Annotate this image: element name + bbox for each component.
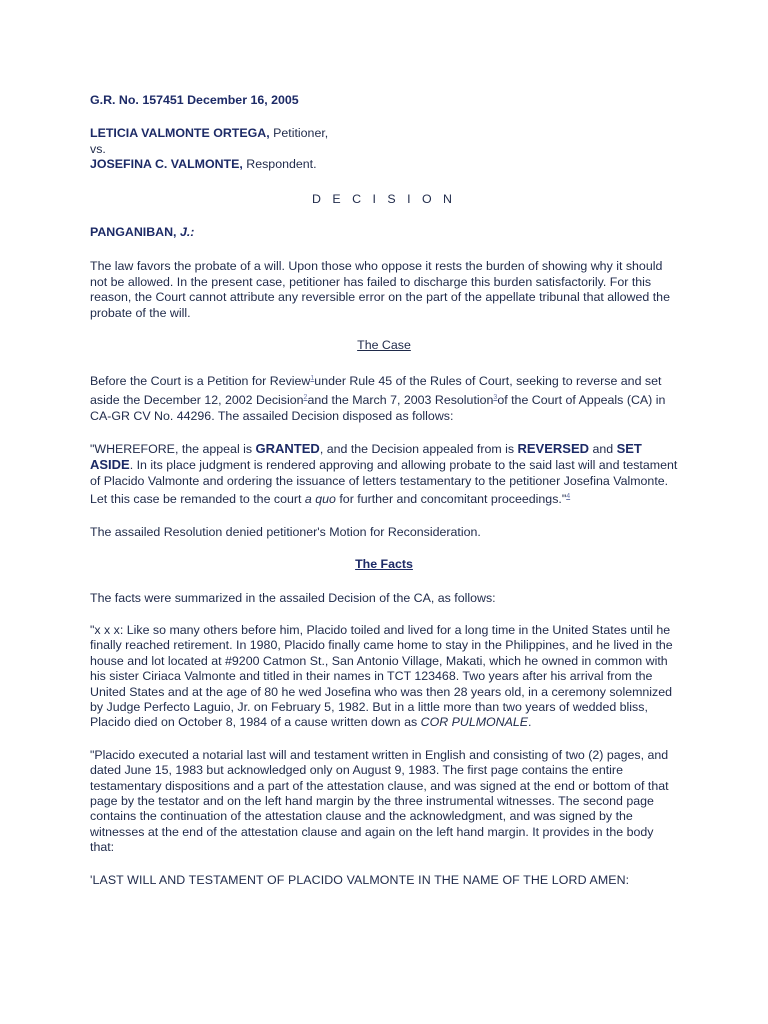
respondent-role: Respondent. — [242, 157, 317, 172]
case-paragraph-text: of the Court of Appeals (CA) in CA-GR CV No. 44296. The assailed Decision disposed as follows: — [90, 393, 666, 423]
facts-intro: The facts were summarized in the assailed Decision of the CA, as follows: — [90, 590, 496, 605]
ponente-name: PANGANIBAN, — [90, 225, 180, 240]
case-heading: The Case — [357, 338, 411, 353]
facts-heading: The Facts — [355, 557, 413, 572]
petitioner-name: LETICIA VALMONTE ORTEGA, — [90, 126, 270, 141]
dispositive-quote — [90, 441, 678, 508]
a-quo-term: a quo — [304, 492, 336, 507]
facts-quote-1 — [90, 623, 678, 731]
granted-keyword: GRANTED — [255, 440, 320, 456]
footnote-link-4[interactable]: 4 — [566, 493, 571, 501]
quote-text: . — [528, 715, 532, 730]
case-paragraph — [90, 371, 678, 423]
petitioner-line — [90, 126, 678, 141]
respondent-name: JOSEFINA C. VALMONTE, — [90, 157, 243, 172]
respondent-line — [90, 157, 678, 172]
document-body — [90, 93, 678, 888]
quote-text: , and the Decision appealed from is — [319, 441, 518, 456]
versus: vs. — [90, 141, 106, 156]
decision-heading: D E C I S I O N — [312, 191, 456, 206]
set-aside-keyword: SET ASIDE — [90, 440, 642, 473]
case-paragraph-text: under Rule 45 of the Rules of Court, seeking to reverse and set aside the December 12, 2002 Decision — [90, 374, 662, 408]
quote-text: "x x x: Like so many others before him, Placido toiled and lived for a long time in the United States until he finally reached retirement. In 1980, Placido finally came home to stay in the Philippines, and he lived in the house and lot located at #9200 Catmon St., San Antonio Village, Makati, which he owned in common with his sister Ciriaca Valmonte and titled in their names in TCT 123468. Two years after his arrival from the United States and at the age of 80 he wed Josefina who was then 28 years old, in a ceremony solemnized by Judge Perfecto Laguio, Jr. on February 5, 1982. But in a little more than two years of wedded bliss, Placido died on October 8, 1984 of a cause written down as — [90, 622, 673, 730]
quote-text: "WHEREFORE, the appeal is — [90, 441, 256, 456]
quote-text: and — [589, 441, 617, 456]
resolution-paragraph: The assailed Resolution denied petitioner's Motion for Reconsideration. — [90, 524, 481, 539]
quote-text: . In its place judgment is rendered approving and allowing probate to the said last will and testament of Placido Valmonte and ordering the issuance of letters testamentary to the petitioner Josefina Valmonte. Let this case be remanded to the court — [90, 458, 678, 507]
facts-quote-2: "Placido executed a notarial last will and testament written in English and consisting of two (2) pages, and dated June 15, 1983 but acknowledged only on August 9, 1983. The first page contains the entire testamentary dispositions and a part of the attestation clause, and was signed at the end or bottom of that page by the testator and on the left hand margin by the three instrumental witnesses. The second page contains the continuation of the attestation clause and the acknowledgment, and was signed by the witnesses at the end of the attestation clause and again on the left hand margin. It provides in the body that: — [90, 747, 669, 855]
reversed-keyword: REVERSED — [517, 440, 590, 456]
quote-text: for further and concomitant proceedings." — [335, 492, 567, 507]
intro-paragraph: The law favors the probate of a will. Upon those who oppose it rests the burden of showing why it should not be allowed. In the present case, petitioner has failed to discharge this burden satisfactorily. For this reason, the Court cannot attribute any reversible error on the part of the appellate tribunal that allowed the probate of the will. — [90, 259, 670, 320]
footnote-link-1[interactable]: 1 — [310, 375, 315, 383]
cause-of-death: COR PULMONALE — [420, 715, 529, 730]
will-title: 'LAST WILL AND TESTAMENT OF PLACIDO VALMONTE IN THE NAME OF THE LORD AMEN: — [90, 872, 630, 887]
case-paragraph-text: Before the Court is a Petition for Review — [90, 374, 311, 389]
footnote-link-3[interactable]: 3 — [493, 394, 498, 401]
ponente — [90, 225, 678, 240]
ponente-title: J.: — [179, 225, 195, 240]
petitioner-role: Petitioner, — [269, 126, 329, 141]
case-paragraph-text: and the March 7, 2003 Resolution — [307, 393, 494, 408]
case-number: G.R. No. 157451 December 16, 2005 — [90, 93, 299, 107]
footnote-link-2[interactable]: 2 — [303, 394, 308, 401]
